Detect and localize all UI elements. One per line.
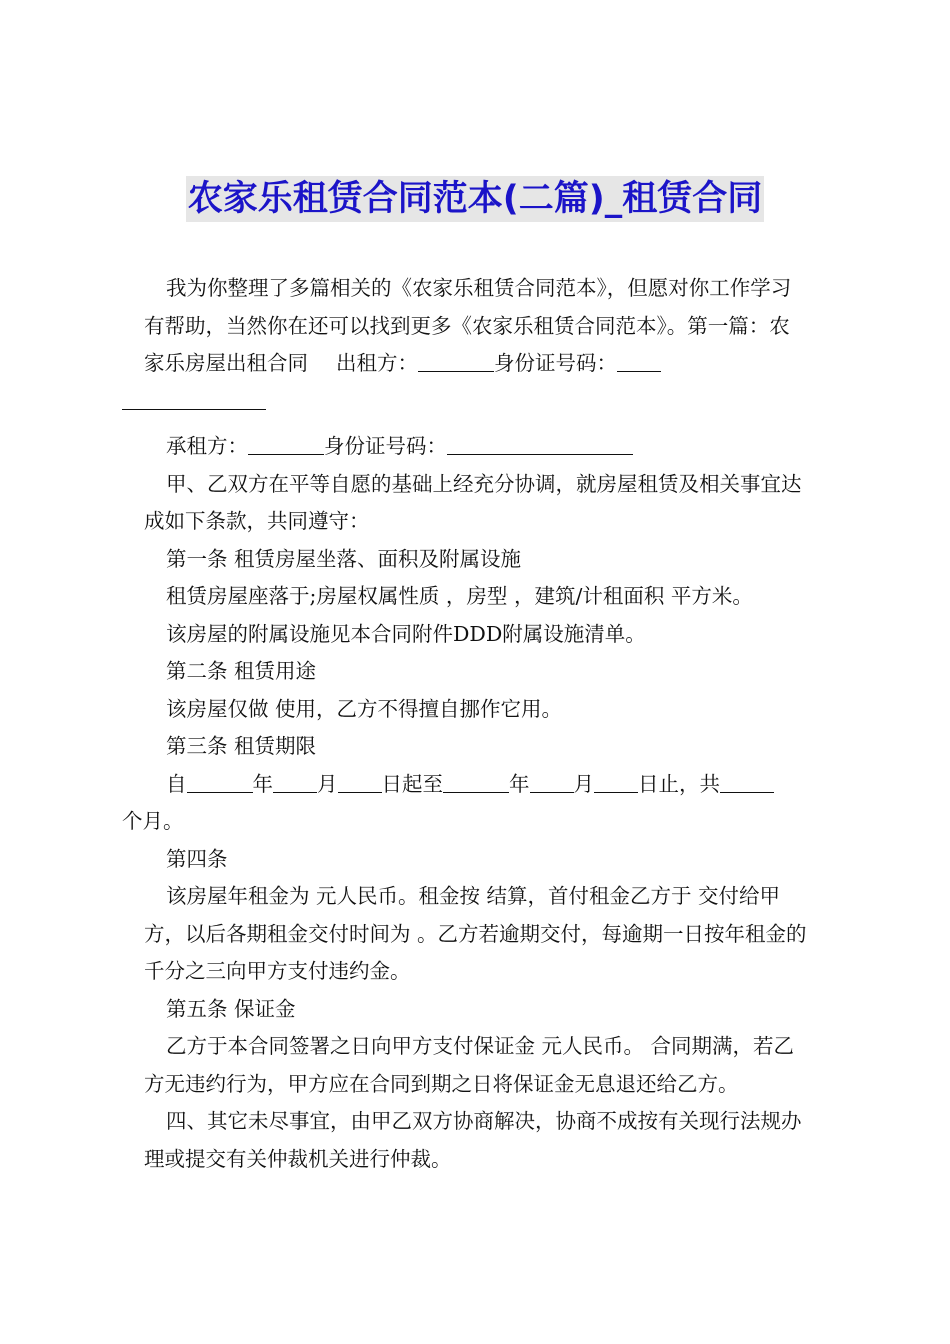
period-year: 年 xyxy=(252,771,273,796)
lessee-blank xyxy=(248,434,324,456)
article-2-usage: 该房屋仅做 使用，乙方不得擅自挪作它用。 xyxy=(166,696,563,721)
period-year-2: 年 xyxy=(509,771,530,796)
period-day-end: 日止，共 xyxy=(638,771,720,796)
title-container xyxy=(0,176,950,222)
period-month: 月 xyxy=(317,771,338,796)
start-day-blank xyxy=(338,771,382,793)
document-body xyxy=(122,270,808,1178)
start-month-blank xyxy=(273,771,317,793)
preamble-paragraph: 甲、乙双方在平等自愿的基础上经充分协调，就房屋租赁及相关事宜达成如下条款，共同遵守： xyxy=(144,471,802,533)
lessor-blank xyxy=(418,351,494,373)
id-blank-part1 xyxy=(617,351,661,373)
end-day-blank xyxy=(594,771,638,793)
article-5-deposit: 乙方于本合同签署之日向甲方支付保证金 元人民币。 合同期满，若乙方无违约行为，甲方应在合同到期之日将保证金无息退还给乙方。 xyxy=(144,1034,795,1096)
article-4-rent: 该房屋年租金为 元人民币。租金按 结算，首付租金乙方于 交付给甲方，以后各期租金交付时间为 。乙方若逾期交付，每逾期一日按年租金的千分之三向甲方支付违约金。 xyxy=(144,884,807,983)
intro-text: 我为你整理了多篇相关的《农家乐租赁合同范本》，但愿对你工作学习有帮助，当然你在还可以找到更多《农家乐租赁合同范本》。 xyxy=(144,276,792,338)
intro-paragraph xyxy=(144,270,808,420)
part1-label: 第一篇：农家乐房屋出租合同 xyxy=(144,313,790,375)
lessor-label: 出租方： xyxy=(336,351,418,375)
article-1-title: 第一条 租赁房屋坐落、面积及附属设施 xyxy=(166,546,522,571)
document-title: 农家乐租赁合同范本(二篇)_租赁合同 xyxy=(186,176,765,222)
period-month-2: 月 xyxy=(573,771,594,796)
lessee-line xyxy=(144,428,808,466)
article-other: 四、其它未尽事宜，由甲乙双方协商解决，协商不成按有关现行法规办理或提交有关仲裁机关进行仲裁。 xyxy=(144,1109,802,1171)
article-5-title: 第五条 保证金 xyxy=(166,996,296,1021)
article-1-location: 租赁房屋座落于;房屋权属性质 ，房型 ，建筑/计租面积 平方米。 xyxy=(166,584,753,608)
lessee-id-blank xyxy=(447,434,633,456)
lessee-label: 承租方： xyxy=(166,434,248,458)
article-4-title: 第四条 xyxy=(166,846,228,871)
period-months: 个月。 xyxy=(122,809,184,833)
period-day-to: 日起至 xyxy=(381,771,443,796)
end-year-blank xyxy=(443,771,509,793)
id-label-2: 身份证号码： xyxy=(324,434,447,458)
article-3-title: 第三条 租赁期限 xyxy=(166,734,317,758)
period-from: 自 xyxy=(166,771,187,796)
article-3-period xyxy=(122,766,808,841)
article-1-facilities: 该房屋的附属设施见本合同附件DDD附属设施清单。 xyxy=(166,621,646,646)
id-blank-part2 xyxy=(122,388,266,410)
article-2-title: 第二条 租赁用途 xyxy=(166,659,317,683)
total-months-blank xyxy=(720,771,774,793)
end-month-blank xyxy=(530,771,574,793)
spacer xyxy=(144,420,808,428)
id-label: 身份证号码： xyxy=(494,351,617,375)
start-year-blank xyxy=(187,771,253,793)
